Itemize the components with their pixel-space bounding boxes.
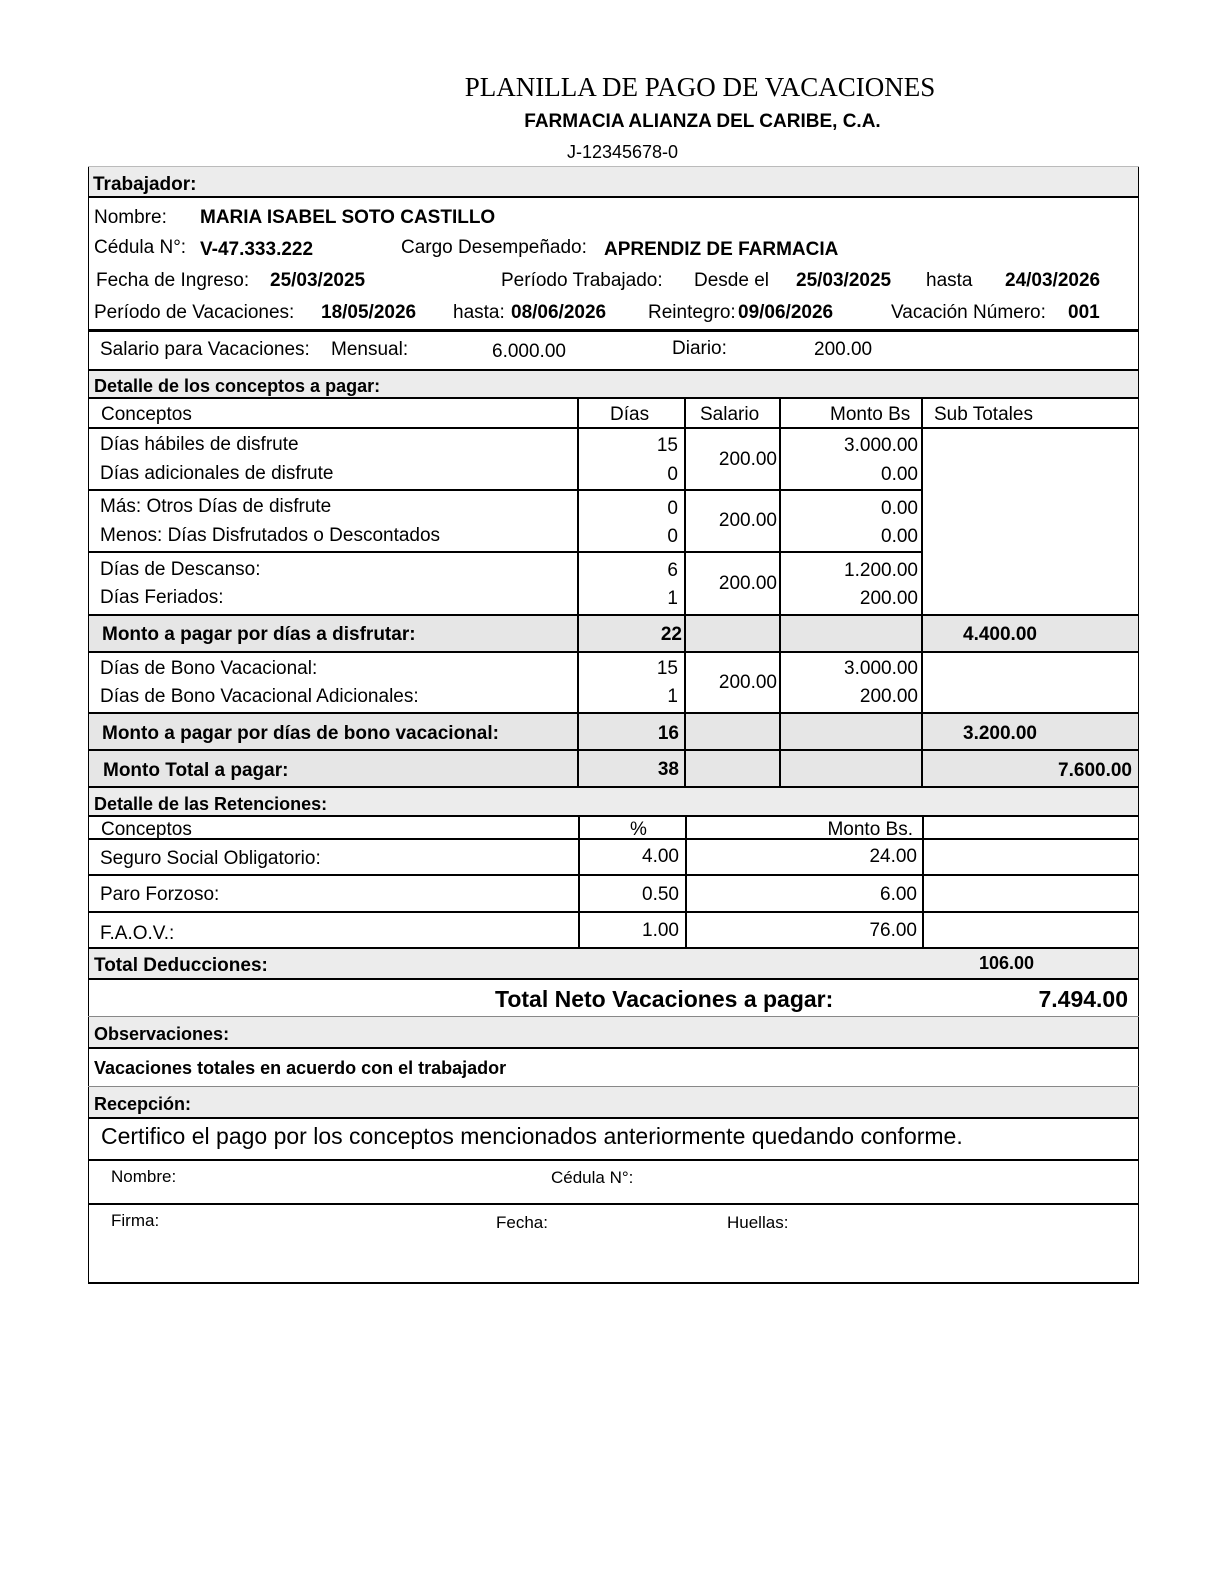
concept-row-days: 0	[667, 526, 678, 547]
concept-row-label: Días hábiles de disfrute	[100, 434, 299, 455]
concept-row-days: 0	[667, 498, 678, 519]
concept-row-amount: 0.00	[881, 464, 918, 485]
enjoy-total-label: Monto a pagar por días a disfrutar:	[102, 624, 416, 645]
group-salary: 200.00	[718, 672, 777, 693]
concept-row-amount: 0.00	[881, 498, 918, 519]
col-header-amount: Monto Bs	[830, 404, 911, 425]
monthly-salary: 6.000.00	[492, 341, 566, 362]
vacation-end-date: 08/06/2026	[511, 302, 607, 323]
daily-label: Diario:	[672, 338, 727, 359]
grand-total-days: 38	[657, 759, 679, 780]
retention-amount: 24.00	[869, 846, 917, 867]
date-label: Fecha:	[496, 1213, 548, 1232]
col-header-subtotals: Sub Totales	[934, 404, 1033, 425]
ret-header-amount: Monto Bs.	[827, 819, 913, 840]
reception-band	[89, 1087, 1139, 1117]
vacation-to-label: hasta:	[453, 302, 505, 323]
period-to-date: 24/03/2026	[1005, 270, 1101, 291]
col-header-concepts: Conceptos	[101, 404, 192, 425]
period-from-label: Desde el	[694, 270, 769, 291]
group-salary: 200.00	[718, 449, 777, 470]
id-label: Cédula N°:	[94, 237, 187, 258]
concept-row-amount: 200.00	[859, 588, 918, 609]
retentions-section-label: Detalle de las Retenciones:	[94, 794, 328, 814]
observations-band	[89, 1017, 1139, 1048]
worker-id: V-47.333.222	[200, 239, 314, 260]
concept-row-days: 0	[667, 464, 678, 485]
certification-text: Certifico el pago por los conceptos mencionados anteriormente quedando conforme.	[101, 1123, 963, 1149]
net-total-value: 7.494.00	[1038, 986, 1128, 1012]
signature-label: Firma:	[111, 1211, 160, 1230]
hire-date: 25/03/2025	[270, 270, 366, 291]
fingerprint-label: Huellas:	[727, 1213, 789, 1232]
group-salary: 200.00	[718, 510, 777, 531]
concept-row-days: 6	[667, 560, 678, 581]
vacation-period-label: Período de Vacaciones:	[94, 302, 295, 323]
retention-percent: 4.00	[642, 846, 679, 867]
retention-amount: 76.00	[869, 920, 917, 941]
observations-text: Vacaciones totales en acuerdo con el trabajador	[94, 1058, 507, 1078]
total-deductions-label: Total Deducciones:	[94, 955, 268, 976]
grand-total-amount: 7.600.00	[1058, 760, 1132, 781]
retention-label: Seguro Social Obligatorio:	[100, 848, 321, 869]
retention-percent: 1.00	[642, 920, 679, 941]
concept-row-amount: 200.00	[859, 686, 918, 707]
worker-section-band	[89, 167, 1139, 196]
bottom-border	[88, 1282, 1139, 1284]
daily-salary: 200.00	[814, 339, 873, 360]
ret-header-percent: %	[630, 819, 647, 840]
concept-row-label: Días de Bono Vacacional:	[100, 658, 318, 679]
bonus-total-days: 16	[657, 723, 679, 744]
concept-row-label: Días de Descanso:	[100, 559, 261, 580]
retention-amount: 6.00	[880, 884, 917, 905]
enjoy-total-subtotal: 4.400.00	[963, 624, 1037, 645]
concept-row-days: 15	[656, 435, 678, 456]
concept-row-label: Más: Otros Días de disfrute	[100, 496, 332, 517]
total-deductions: 106.00	[979, 953, 1035, 973]
concept-row-amount: 3.000.00	[844, 435, 918, 456]
concept-row-label: Días adicionales de disfrute	[100, 463, 334, 484]
company-name: FARMACIA ALIANZA DEL CARIBE, C.A.	[524, 111, 881, 132]
vacation-start-date: 18/05/2026	[321, 302, 417, 323]
outer-right-border	[1138, 167, 1139, 1283]
observations-label: Observaciones:	[94, 1024, 230, 1044]
return-label: Reintegro:	[648, 302, 736, 323]
period-worked-label: Período Trabajado:	[501, 270, 663, 291]
bonus-total-subtotal: 3.200.00	[963, 723, 1037, 744]
group-salary: 200.00	[718, 573, 777, 594]
period-to-label: hasta	[926, 270, 973, 291]
concept-row-amount: 1.200.00	[844, 560, 918, 581]
concepts-section-label: Detalle de los conceptos a pagar:	[94, 376, 381, 396]
bonus-total-label: Monto a pagar por días de bono vacacional:	[102, 723, 499, 744]
vacation-number: 001	[1068, 302, 1100, 323]
retention-label: F.A.O.V.:	[100, 923, 175, 944]
hire-date-label: Fecha de Ingreso:	[96, 270, 250, 291]
vacation-number-label: Vacación Número:	[891, 302, 1046, 323]
concept-row-amount: 0.00	[881, 526, 918, 547]
document-title: PLANILLA DE PAGO DE VACACIONES	[464, 72, 936, 102]
retention-label: Paro Forzoso:	[100, 884, 220, 905]
enjoy-total-days: 22	[660, 624, 682, 645]
col-header-days: Días	[610, 404, 650, 425]
ret-header-concepts: Conceptos	[101, 819, 192, 840]
concept-row-days: 15	[656, 658, 678, 679]
reception-label: Recepción:	[94, 1094, 192, 1114]
position-label: Cargo Desempeñado:	[401, 237, 587, 258]
worker-name: MARIA ISABEL SOTO CASTILLO	[200, 207, 496, 228]
outer-left-border	[88, 167, 89, 1283]
period-from-date: 25/03/2025	[796, 270, 892, 291]
return-date: 09/06/2026	[738, 302, 834, 323]
worker-section-label: Trabajador:	[93, 174, 197, 195]
concept-row-amount: 3.000.00	[844, 658, 918, 679]
receiver-id-label: Cédula N°:	[551, 1168, 634, 1187]
grand-total-label: Monto Total a pagar:	[103, 760, 289, 781]
concept-row-label: Menos: Días Disfrutados o Descontados	[100, 525, 441, 546]
salary-label: Salario para Vacaciones:	[100, 339, 310, 360]
worker-position: APRENDIZ DE FARMACIA	[604, 239, 839, 260]
col-header-salary: Salario	[700, 404, 760, 425]
concept-row-label: Días Feriados:	[100, 587, 224, 608]
concept-row-days: 1	[667, 686, 678, 707]
receiver-name-label: Nombre:	[111, 1167, 177, 1186]
company-rif: J-12345678-0	[566, 142, 679, 162]
name-label: Nombre:	[94, 207, 167, 228]
concept-row-days: 1	[667, 588, 678, 609]
monthly-label: Mensual:	[331, 339, 409, 360]
top-border	[88, 166, 1139, 167]
concept-row-label: Días de Bono Vacacional Adicionales:	[100, 686, 419, 707]
net-total-label: Total Neto Vacaciones a pagar:	[495, 986, 834, 1012]
retention-percent: 0.50	[642, 884, 679, 905]
